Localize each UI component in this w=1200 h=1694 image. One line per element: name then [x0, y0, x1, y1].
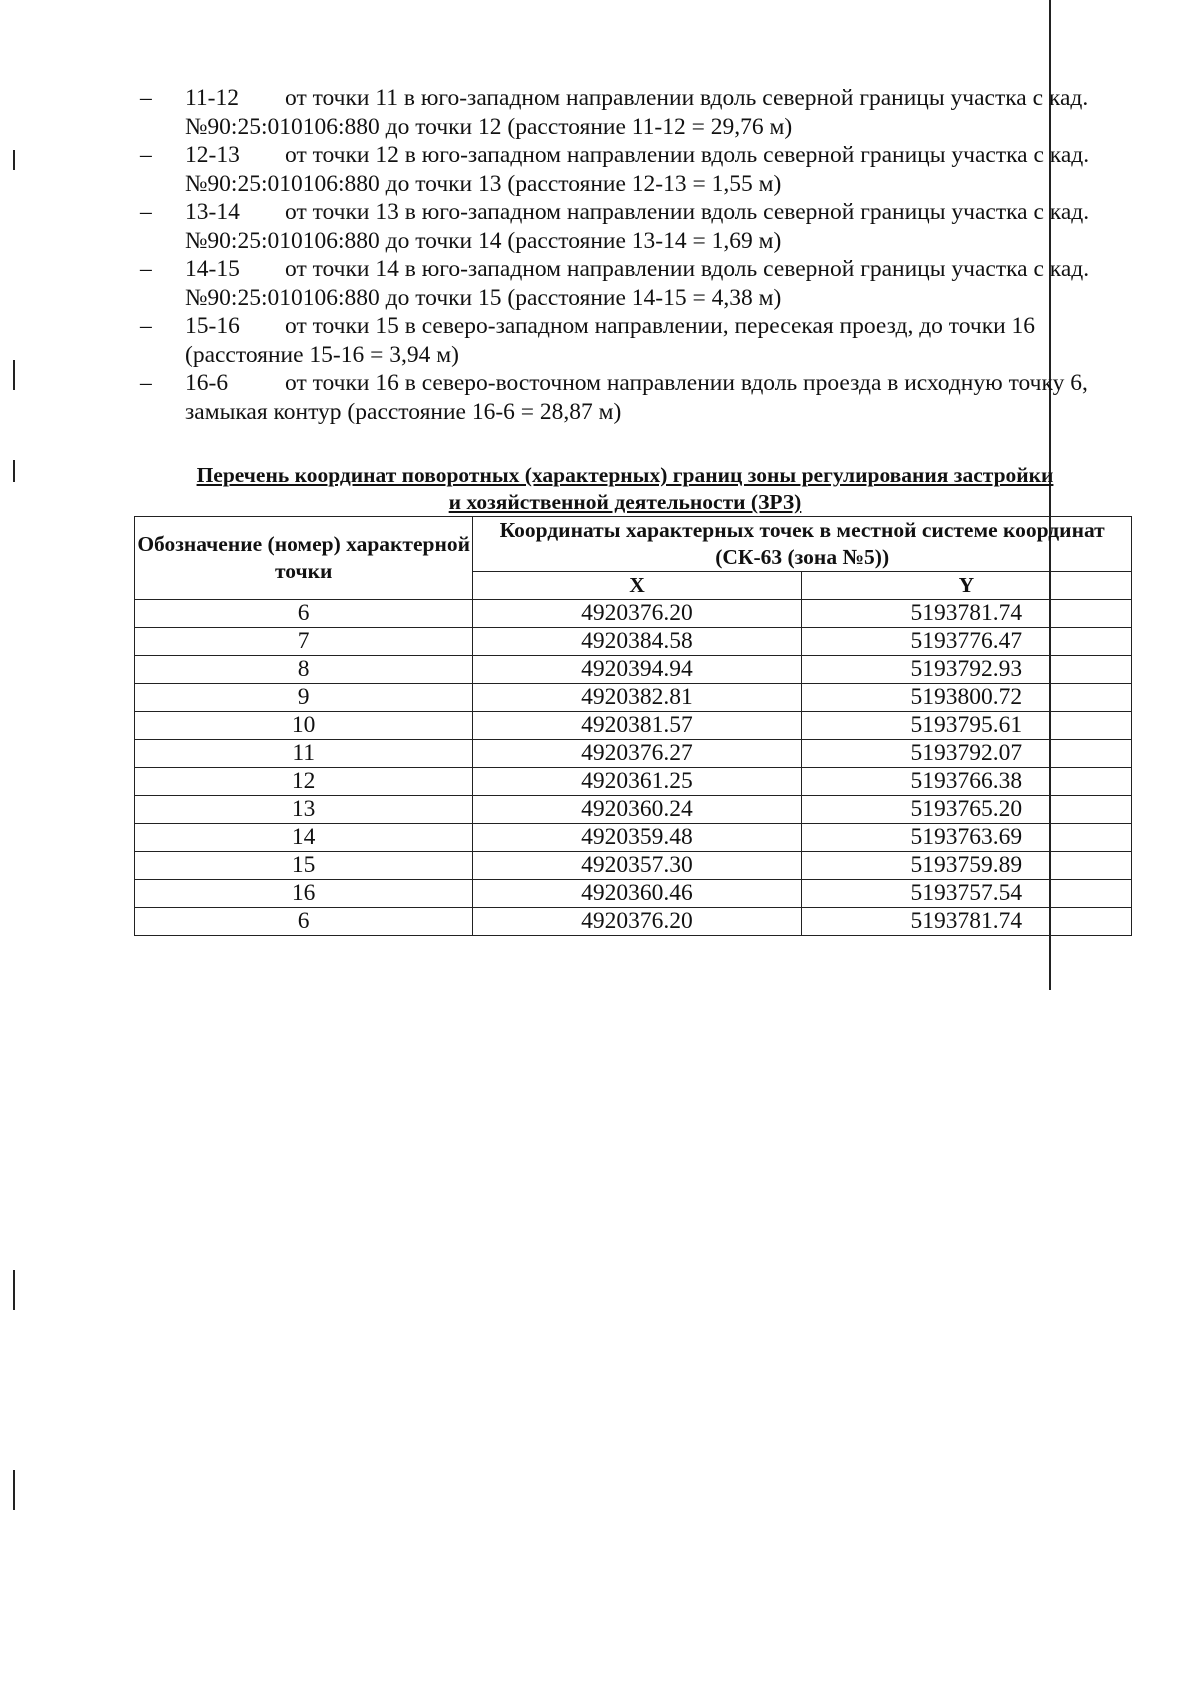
point-number-cell: 10 [135, 712, 473, 740]
list-item [140, 141, 1100, 198]
y-coordinate-cell: 5193800.72 [801, 684, 1131, 712]
list-item [140, 84, 1100, 141]
point-number-cell: 11 [135, 740, 473, 768]
x-coordinate-cell: 4920361.25 [473, 768, 801, 796]
list-dash: – [140, 370, 152, 396]
y-coordinate-cell: 5193759.89 [801, 852, 1131, 880]
y-coordinate-cell: 5193763.69 [801, 824, 1131, 852]
point-number-cell: 15 [135, 852, 473, 880]
y-coordinate-cell: 5193792.93 [801, 656, 1131, 684]
point-number-cell: 13 [135, 796, 473, 824]
point-number-header: Обозначение (номер) характерной точки [135, 517, 473, 600]
point-number-cell: 6 [135, 600, 473, 628]
segment-description-list [140, 84, 1100, 426]
coordinates-group-header: Координаты характерных точек в местной системе координат (СК-63 (зона №5)) [473, 517, 1132, 572]
list-dash: – [140, 85, 152, 111]
table-row [135, 684, 1132, 712]
segment-code: 15-16 [185, 313, 240, 339]
y-column-header: Y [801, 572, 1131, 600]
point-number-cell: 8 [135, 656, 473, 684]
table-row [135, 768, 1132, 796]
segment-code: 14-15 [185, 256, 240, 282]
list-dash: – [140, 256, 152, 282]
table-row [135, 740, 1132, 768]
table-row [135, 880, 1132, 908]
point-number-cell: 9 [135, 684, 473, 712]
x-column-header: X [473, 572, 801, 600]
scan-artifact-line [13, 1470, 15, 1510]
title-line-2: и хозяйственной деятельности (ЗРЗ) [448, 490, 802, 514]
scan-artifact-line [13, 360, 15, 390]
scan-artifact-line [1049, 972, 1051, 990]
point-number-cell: 14 [135, 824, 473, 852]
x-coordinate-cell: 4920376.27 [473, 740, 801, 768]
scan-artifact-line [13, 460, 15, 482]
scan-artifact-line [13, 150, 15, 170]
x-coordinate-cell: 4920376.20 [473, 908, 801, 936]
table-row [135, 796, 1132, 824]
list-item [140, 312, 1100, 369]
point-number-cell: 16 [135, 880, 473, 908]
y-coordinate-cell: 5193776.47 [801, 628, 1131, 656]
coordinates-table-body [135, 600, 1132, 936]
list-dash: – [140, 142, 152, 168]
x-coordinate-cell: 4920381.57 [473, 712, 801, 740]
segment-code: 16-6 [185, 370, 229, 396]
point-number-cell: 12 [135, 768, 473, 796]
segment-code: 11-12 [185, 85, 239, 111]
x-coordinate-cell: 4920376.20 [473, 600, 801, 628]
x-coordinate-cell: 4920357.30 [473, 852, 801, 880]
title-line-1: Перечень координат поворотных (характерных) границ зоны регулирования застройки [196, 463, 1054, 487]
x-coordinate-cell: 4920360.46 [473, 880, 801, 908]
list-dash: – [140, 313, 152, 339]
table-row [135, 852, 1132, 880]
list-dash: – [140, 199, 152, 225]
point-number-cell: 7 [135, 628, 473, 656]
x-coordinate-cell: 4920382.81 [473, 684, 801, 712]
table-row [135, 712, 1132, 740]
table-row [135, 600, 1132, 628]
segment-text: от точки 11 в юго-западном направлении вдоль северной границы участка с кад. №90:25:010106:880 до точки 12 (расстояние 11-12 = 29,76 м) [185, 85, 1089, 140]
y-coordinate-cell: 5193757.54 [801, 880, 1131, 908]
x-coordinate-cell: 4920360.24 [473, 796, 801, 824]
segment-text: от точки 12 в юго-западном направлении вдоль северной границы участка с кад. №90:25:010106:880 до точки 13 (расстояние 12-13 = 1,55 м) [185, 142, 1090, 197]
list-item [140, 369, 1100, 426]
table-row [135, 908, 1132, 936]
scan-artifact-line [13, 1270, 15, 1310]
table-row [135, 628, 1132, 656]
segment-code: 13-14 [185, 199, 240, 225]
y-coordinate-cell: 5193792.07 [801, 740, 1131, 768]
y-coordinate-cell: 5193795.61 [801, 712, 1131, 740]
list-item [140, 255, 1100, 312]
y-coordinate-cell: 5193766.38 [801, 768, 1131, 796]
y-coordinate-cell: 5193765.20 [801, 796, 1131, 824]
segment-code: 12-13 [185, 142, 240, 168]
list-item [140, 198, 1100, 255]
y-coordinate-cell: 5193781.74 [801, 600, 1131, 628]
segment-text: от точки 16 в северо-восточном направлении вдоль проезда в исходную точку 6, замыкая контур (расстояние 16-6 = 28,87 м) [185, 370, 1088, 425]
segment-text: от точки 13 в юго-западном направлении вдоль северной границы участка с кад. №90:25:010106:880 до точки 14 (расстояние 13-14 = 1,69 м) [185, 199, 1090, 254]
point-number-cell: 6 [135, 908, 473, 936]
coordinates-table-title [130, 462, 1120, 516]
coordinates-table [134, 516, 1132, 936]
segment-text: от точки 14 в юго-западном направлении вдоль северной границы участка с кад. №90:25:010106:880 до точки 15 (расстояние 14-15 = 4,38 м) [185, 256, 1090, 311]
x-coordinate-cell: 4920384.58 [473, 628, 801, 656]
y-coordinate-cell: 5193781.74 [801, 908, 1131, 936]
x-coordinate-cell: 4920359.48 [473, 824, 801, 852]
segment-text: от точки 15 в северо-западном направлении, пересекая проезд, до точки 16 (расстояние 15-16 = 3,94 м) [185, 313, 1036, 368]
x-coordinate-cell: 4920394.94 [473, 656, 801, 684]
table-row [135, 656, 1132, 684]
table-row [135, 824, 1132, 852]
